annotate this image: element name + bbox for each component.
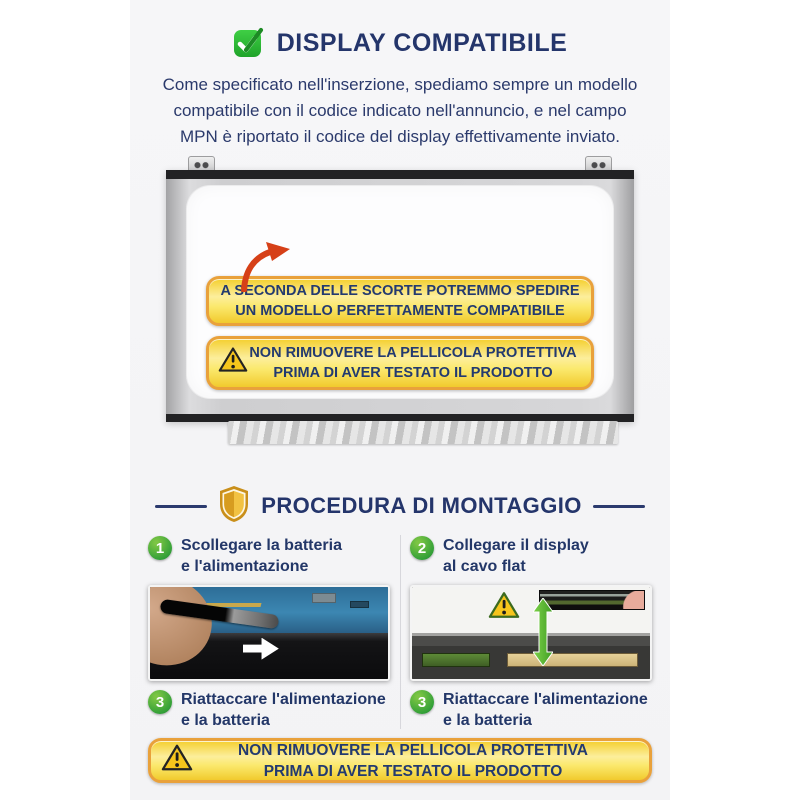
film-banner-line1: NON RIMUOVERE LA PELLICOLA PROTETTIVA <box>249 345 577 361</box>
header-rule-right <box>593 505 645 508</box>
steps-grid <box>148 533 652 733</box>
foil-strip <box>228 421 618 444</box>
step-number-badge: 3 <box>410 690 434 714</box>
stock-banner-line2: UN MODELLO PERFETTAMENTE COMPATIBILE <box>235 303 565 319</box>
film-banner <box>206 336 594 390</box>
flat-connector <box>507 653 638 667</box>
compat-header <box>130 0 670 59</box>
step-2-line2: al cavo flat <box>443 558 526 575</box>
connector-inset-image <box>539 590 646 610</box>
chip <box>312 593 335 602</box>
step-number-badge: 1 <box>148 536 172 560</box>
step-3-left-line1: Riattaccare l'alimentazione <box>181 691 386 708</box>
chip <box>350 601 369 609</box>
warning-triangle-icon <box>161 743 193 778</box>
red-arrow-icon <box>232 242 292 292</box>
photo-battery-disconnect <box>148 585 390 681</box>
step-2 <box>410 533 652 579</box>
step-number-badge: 2 <box>410 536 434 560</box>
footer-warning-line1: NON RIMUOVERE LA PELLICOLA PROTETTIVA <box>238 741 588 759</box>
shield-icon <box>218 485 250 528</box>
stock-banner-line1: A SECONDA DELLE SCORTE POTREMMO SPEDIRE <box>220 283 580 299</box>
step-2-line1: Collegare il display <box>443 537 589 554</box>
step-label <box>181 689 386 731</box>
page-title: DISPLAY COMPATIBILE <box>276 28 568 57</box>
step-label <box>443 689 648 731</box>
step-label <box>443 535 589 577</box>
laptop-panel <box>166 156 634 444</box>
step-3-right <box>410 687 652 733</box>
warning-triangle-icon <box>218 347 248 380</box>
photo-flat-cable <box>410 585 652 681</box>
column-divider <box>400 535 401 729</box>
procedure-title: PROCEDURA DI MONTAGGIO <box>261 493 582 518</box>
step-3-right-line2: e la batteria <box>443 712 532 729</box>
step-1-line1: Scollegare la batteria <box>181 537 342 554</box>
intro-text: Come specificato nell'inserzione, spediamo sempre un modello compatibile con il codice indicato nell'annuncio, e nel campo MPN è riportato il codice del display effettivamente inviato. <box>162 75 638 146</box>
step-3-right-line1: Riattaccare l'alimentazione <box>443 691 648 708</box>
step-1 <box>148 533 390 579</box>
header-rule-left <box>155 505 207 508</box>
step-3-left-line2: e la batteria <box>181 712 270 729</box>
procedure-header <box>130 486 670 526</box>
photo-flat-cable-bottom <box>412 633 650 679</box>
step-number-badge: 3 <box>148 690 172 714</box>
content-column <box>130 0 670 800</box>
pcb-edge <box>422 653 491 667</box>
footer-warning-banner <box>148 738 652 783</box>
footer-warning-line2: PRIMA DI AVER TESTATO IL PRODOTTO <box>263 762 563 780</box>
step-1-line2: e l'alimentazione <box>181 558 309 575</box>
warning-triangle-icon <box>488 591 520 625</box>
photo-flat-cable-top <box>412 587 650 633</box>
check-badge-icon <box>233 27 265 59</box>
step-3-left <box>148 687 390 733</box>
film-banner-line2: PRIMA DI AVER TESTATO IL PRODOTTO <box>273 365 553 381</box>
green-double-arrow-icon <box>533 598 553 666</box>
step-label <box>181 535 342 577</box>
